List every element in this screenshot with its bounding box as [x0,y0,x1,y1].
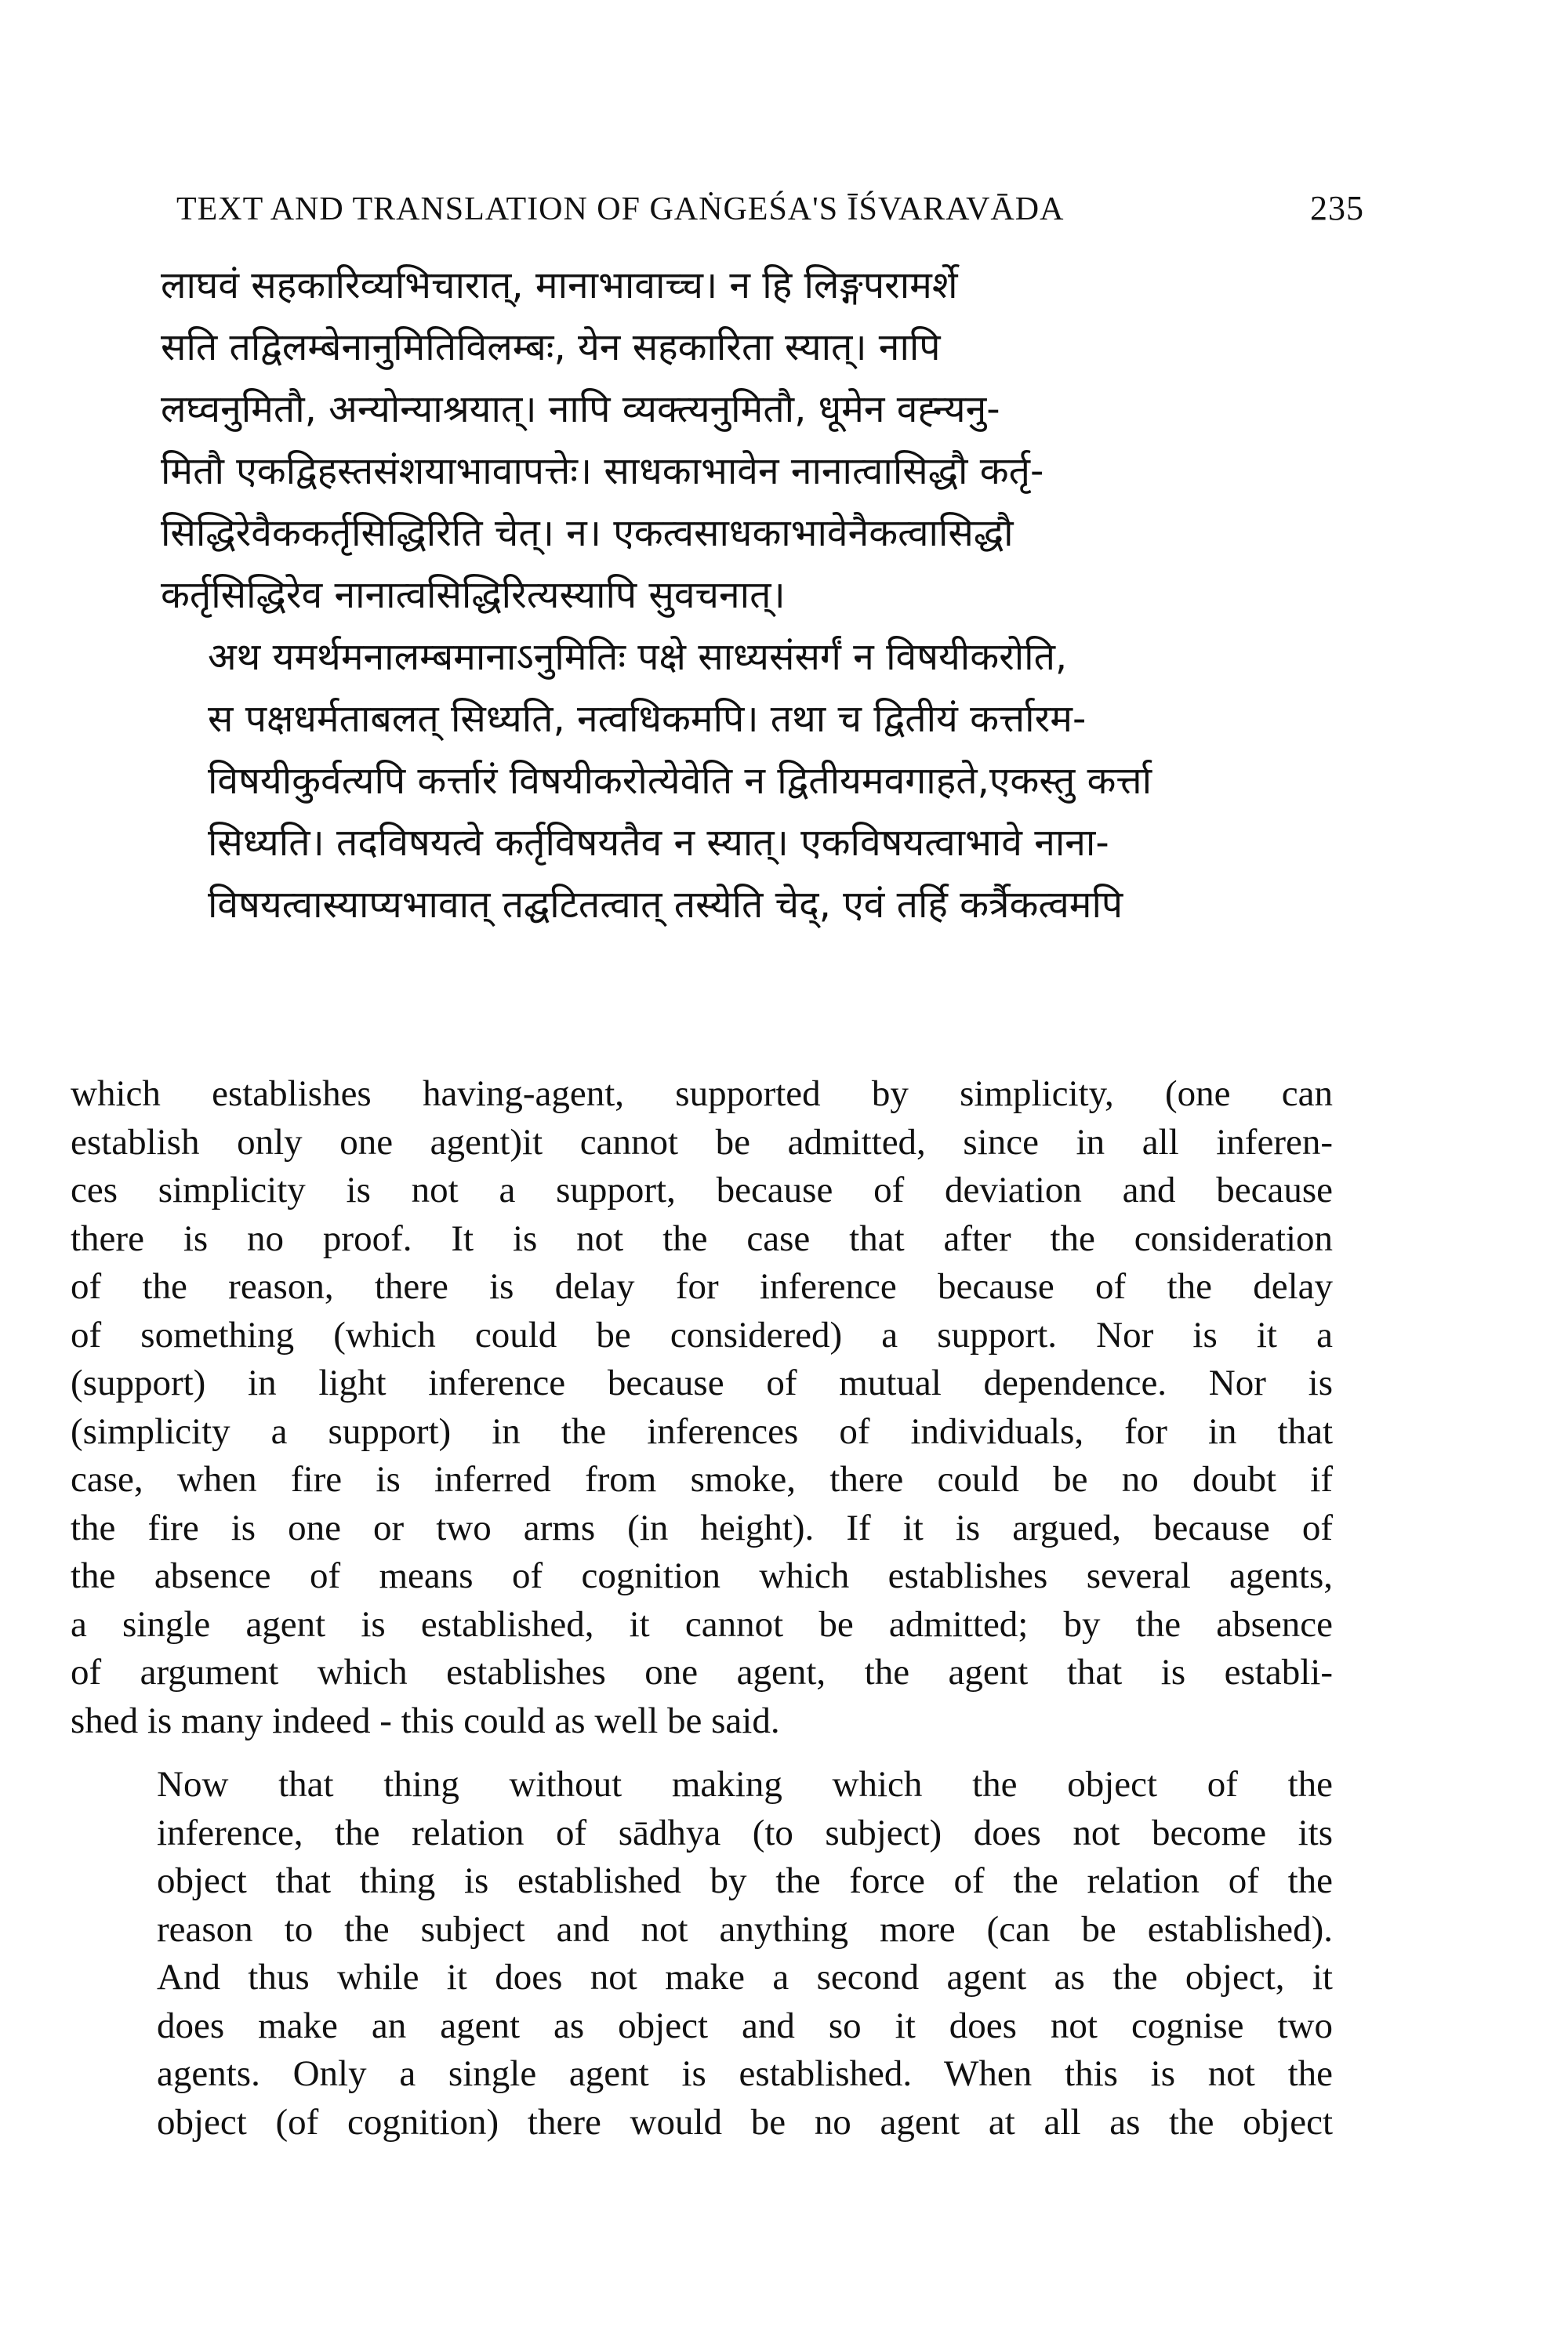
translation-paragraph-1 [71,1070,1333,1745]
translation-line: And thus while it does not make a second agent as the object, it [157,1957,1333,1998]
sanskrit-line: कर्तृसिद्धिरेव नानात्वसिद्धिरित्यस्यापि सुवचनात्। [161,573,786,617]
translation-line: object (of cognition) there would be no agent at all as the object [157,2101,1333,2143]
translation-line: shed is many indeed - this could as well be said. [71,1700,780,1741]
translation-line: (simplicity a support) in the inferences of individuals, for in that [71,1410,1333,1452]
sanskrit-line: विषयत्वास्याप्यभावात् तद्घटितत्वात् तस्येति चेद्, एवं तर्हि कर्त्रैकत्वमपि [208,883,1123,927]
translation-line: ces simplicity is not a support, because of deviation and because [71,1170,1333,1210]
translation-line: there is no proof. It is not the case that after the consideration [71,1218,1333,1259]
sanskrit-paragraph-2 [161,626,1368,936]
translation-line: does make an agent as object and so it does not cognise two [157,2005,1333,2046]
translation-line: a single agent is established, it cannot be admitted; by the absence [71,1603,1333,1645]
translation-line: of argument which establishes one agent, the agent that is establi- [71,1652,1333,1693]
translation-line: of something (which could be considered) a support. Nor is it a [71,1314,1333,1356]
sanskrit-line: अथ यमर्थमनालम्बमानाऽनुमितिः पक्षे साध्यसंसर्गं न विषयीकरोति, [208,635,1068,679]
translation-line: of the reason, there is delay for inference because of the delay [71,1266,1333,1307]
page-number: 235 [1310,189,1364,227]
sanskrit-line: सति तद्विलम्बेनानुमितिविलम्बः, येन सहकारिता स्यात्। नापि [161,325,941,369]
sanskrit-paragraph-1 [161,255,1368,626]
translation-line: reason to the subject and not anything more (can be established). [157,1908,1333,1950]
translation-line: object that thing is established by the force of the relation of the [157,1860,1333,1901]
running-title: TEXT AND TRANSLATION OF GAṄGEŚA'S ĪŚVARAVĀDA [176,191,1065,227]
translation-paragraph-2 [71,1761,1333,2147]
english-translation [71,1070,1333,2147]
translation-line: agents. Only a single agent is established. When this is not the [157,2053,1333,2094]
translation-line: (support) in light inference because of mutual dependence. Nor is [71,1363,1333,1403]
sanskrit-line: सिद्धिरेवैककर्तृसिद्धिरिति चेत्। न। एकत्वसाधकाभावेनैकत्वासिद्धौ [161,511,1014,555]
running-header [176,188,1364,228]
translation-line: inference, the relation of sādhya (to subject) does not become its [157,1812,1333,1853]
sanskrit-line: विषयीकुर्वत्यपि कर्त्तारं विषयीकरोत्येवेति न द्वितीयमवगाहते,एकस्तु कर्त्ता [208,759,1152,803]
translation-line: establish only one agent)it cannot be admitted, since in all inferen- [71,1121,1333,1163]
translation-line: the absence of means of cognition which establishes several agents, [71,1555,1333,1596]
sanskrit-line: सिध्यति। तदविषयत्वे कर्तृविषयतैव न स्यात्। एकविषयत्वाभावे नाना- [208,821,1109,865]
sanskrit-line: स पक्षधर्मताबलत् सिध्यति, नत्वधिकमपि। तथा च द्वितीयं कर्त्तारम- [208,697,1087,741]
translation-line: the fire is one or two arms (in height). If it is argued, because of [71,1507,1333,1548]
sanskrit-line: लाघवं सहकारिव्यभिचारात्, मानाभावाच्च। न हि लिङ्गपरामर्शे [161,263,958,307]
sanskrit-line: लघ्वनुमितौ, अन्योन्याश्रयात्। नापि व्यक्त्यनुमितौ, धूमेन वह्न्यनु- [161,387,1000,431]
sanskrit-text [161,255,1368,936]
translation-line: Now that thing without making which the object of the [157,1764,1333,1805]
sanskrit-line: मितौ एकद्विहस्तसंशयाभावापत्तेः। साधकाभावेन नानात्वासिद्धौ कर्तृ- [161,449,1044,493]
translation-line: case, when fire is inferred from smoke, there could be no doubt if [71,1459,1333,1500]
translation-line: which establishes having-agent, supported by simplicity, (one can [71,1073,1333,1114]
